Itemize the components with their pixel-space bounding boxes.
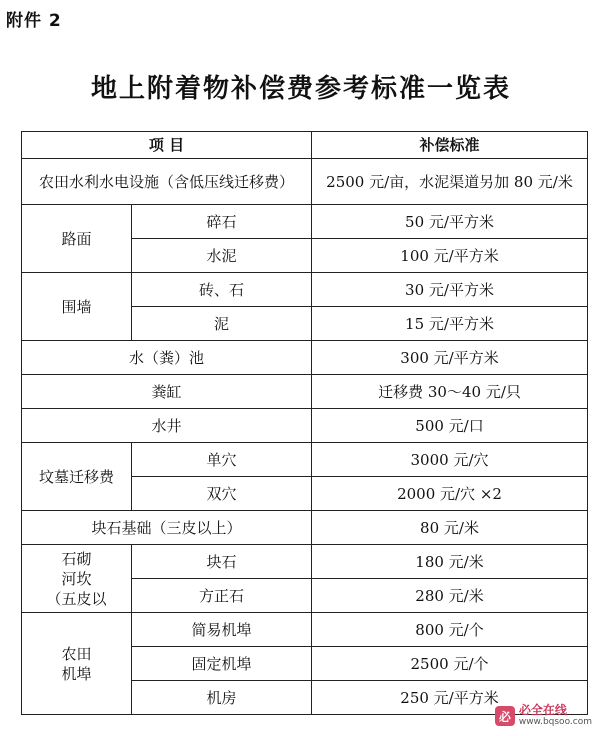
row-value: 250 元/平方米 [312, 681, 588, 715]
row-label: 双穴 [132, 477, 312, 511]
group-label-line: 石砌 [61, 549, 92, 568]
row-label: 固定机埠 [132, 647, 312, 681]
row-value: 3000 元/穴 [312, 443, 588, 477]
row-value: 15 元/平方米 [312, 307, 588, 341]
row-value: 迁移费 30～40 元/只 [312, 375, 588, 409]
row-label: 农田水利水电设施（含低压线迁移费） [22, 159, 312, 205]
group-label-line: 农田 [61, 644, 92, 663]
table-row [22, 545, 588, 579]
row-value: 280 元/米 [312, 579, 588, 613]
group-label-wall: 围墙 [22, 273, 132, 341]
row-label: 简易机埠 [132, 613, 312, 647]
row-label: 水（粪）池 [22, 341, 312, 375]
row-value: 30 元/平方米 [312, 273, 588, 307]
group-label-pump [22, 613, 132, 715]
row-label: 粪缸 [22, 375, 312, 409]
row-value: 2500 元/亩，水泥渠道另加 80 元/米 [312, 159, 588, 205]
header-standard: 补偿标准 [312, 132, 588, 159]
table-row [22, 613, 588, 647]
row-label: 砖、石 [132, 273, 312, 307]
row-label: 块石基础（三皮以上） [22, 511, 312, 545]
row-value: 180 元/米 [312, 545, 588, 579]
watermark-logo-icon: 必 [495, 706, 515, 726]
row-value: 300 元/平方米 [312, 341, 588, 375]
row-value: 2500 元/个 [312, 647, 588, 681]
watermark-url: www.bqsoo.com [518, 717, 592, 727]
group-label-road: 路面 [22, 205, 132, 273]
table-row [22, 375, 588, 409]
row-value: 80 元/米 [312, 511, 588, 545]
group-label-line: 河坎 [61, 569, 92, 588]
page-title: 地上附着物补偿费参考标准一览表 [90, 74, 511, 104]
table-row [22, 273, 588, 307]
row-label: 泥 [132, 307, 312, 341]
row-label: 水泥 [132, 239, 312, 273]
row-value: 100 元/平方米 [312, 239, 588, 273]
compensation-table [21, 131, 588, 715]
row-value: 50 元/平方米 [312, 205, 588, 239]
row-label: 单穴 [132, 443, 312, 477]
table-row [22, 341, 588, 375]
row-label: 块石 [132, 545, 312, 579]
table-row [22, 205, 588, 239]
row-value: 500 元/口 [312, 409, 588, 443]
table-row [22, 409, 588, 443]
group-label-tomb: 坟墓迁移费 [22, 443, 132, 511]
table-row [22, 159, 588, 205]
table-row [22, 511, 588, 545]
group-label-riverbank [22, 545, 132, 613]
site-watermark [495, 704, 592, 728]
group-label-line: 机埠 [61, 664, 92, 683]
group-label-line: （五皮以 [46, 589, 107, 608]
row-label: 机房 [132, 681, 312, 715]
row-label: 水井 [22, 409, 312, 443]
table-header-row [22, 132, 588, 159]
row-label: 碎石 [132, 205, 312, 239]
attachment-label: 附件 2 [6, 11, 62, 31]
watermark-name: 必全在线 [518, 703, 567, 717]
table-row [22, 443, 588, 477]
row-value: 800 元/个 [312, 613, 588, 647]
header-item: 项 目 [22, 132, 312, 159]
row-value: 2000 元/穴 ×2 [312, 477, 588, 511]
row-label: 方正石 [132, 579, 312, 613]
